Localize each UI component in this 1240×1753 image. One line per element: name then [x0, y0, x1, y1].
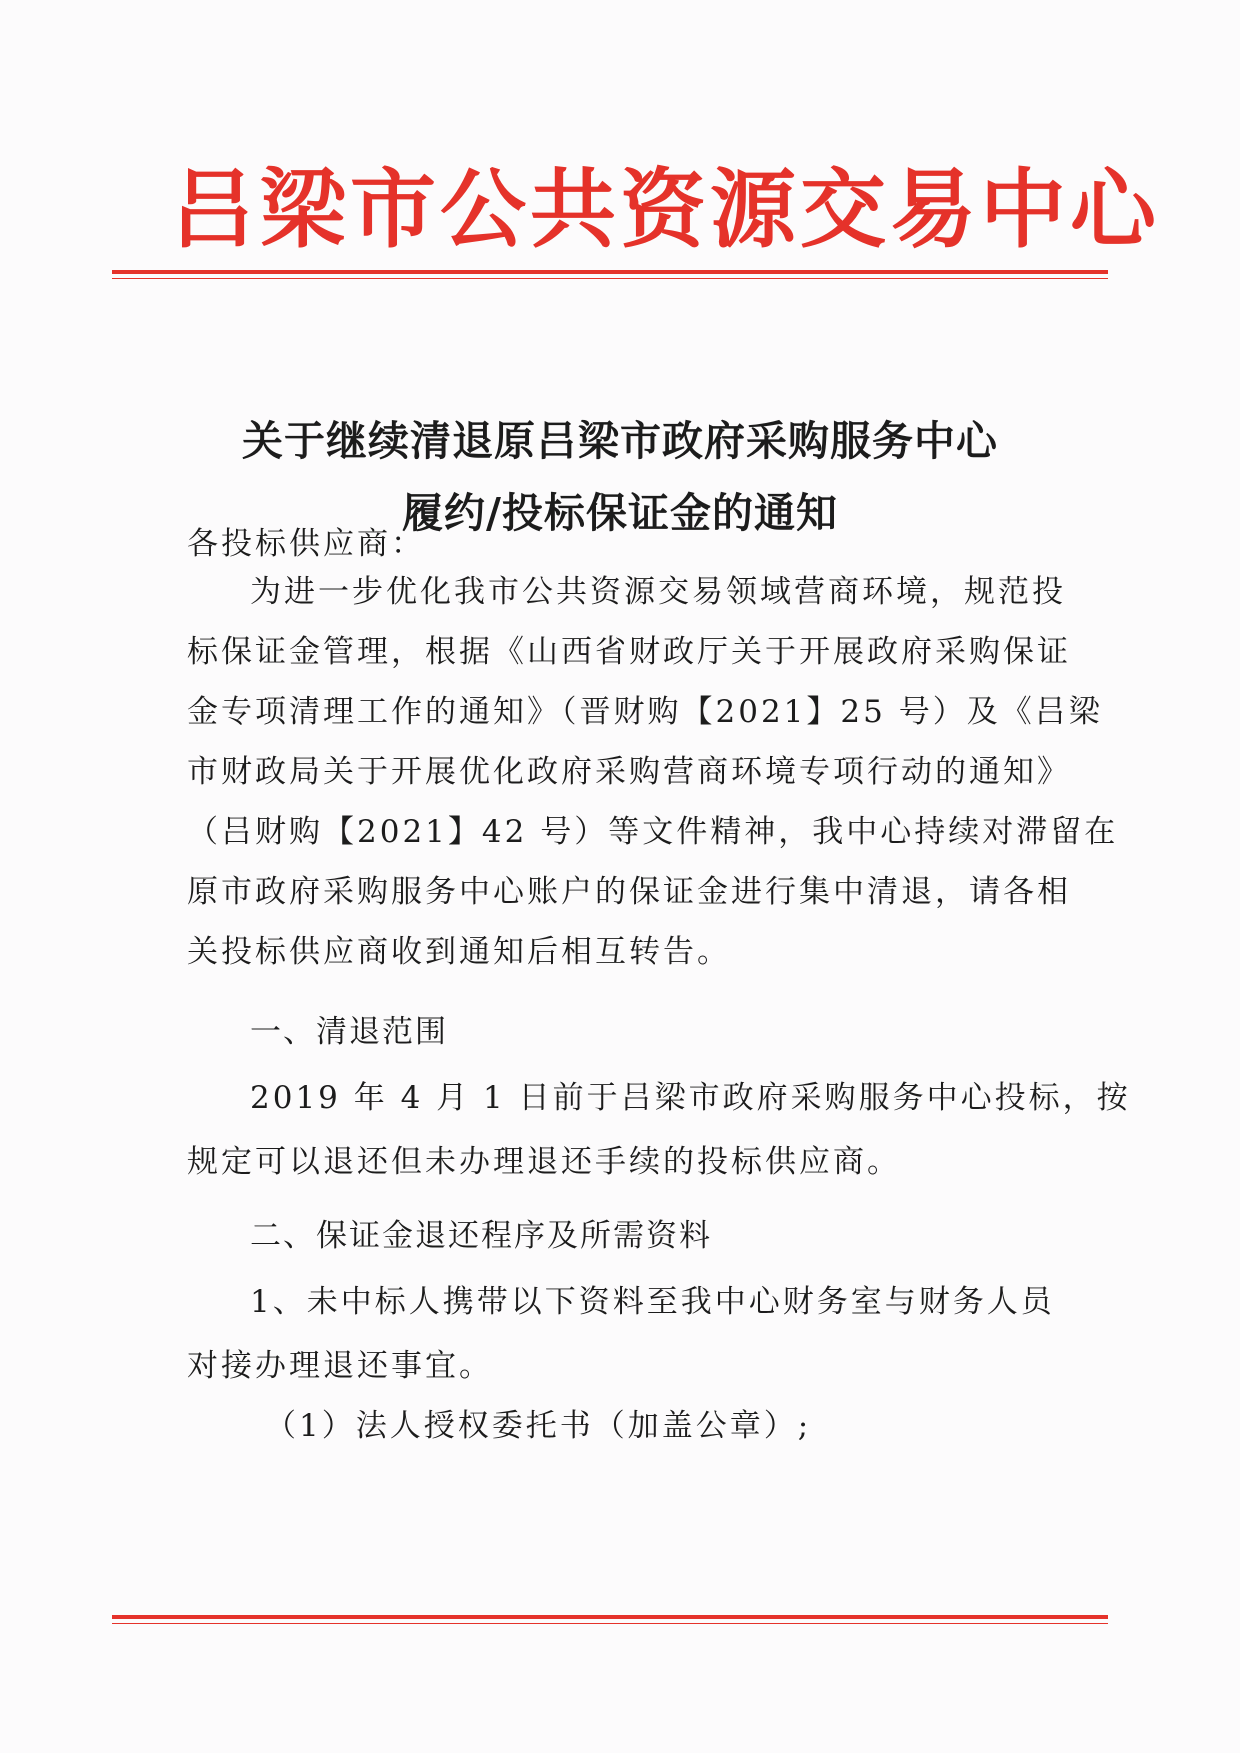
intro-line: 金专项清理工作的通知》（晋财购【2021】25 号）及《吕梁 — [187, 694, 1103, 730]
section-1-line: 2019 年 4 月 1 日前于吕梁市政府采购服务中心投标，按 — [250, 1080, 1131, 1116]
document-title-line-1: 关于继续清退原吕梁市政府采购服务中心 — [242, 417, 998, 465]
section-2-heading: 二、保证金退还程序及所需资料 — [250, 1218, 712, 1254]
intro-line: 为进一步优化我市公共资源交易领域营商环境，规范投 — [250, 574, 1066, 610]
section-1-line: 规定可以退还但未办理退还手续的投标供应商。 — [187, 1144, 901, 1180]
intro-line: 关投标供应商收到通知后相互转告。 — [187, 934, 731, 970]
section-2-item-line: 1、未中标人携带以下资料至我中心财务室与财务人员 — [250, 1284, 1055, 1320]
section-2-subitem: （1）法人授权委托书（加盖公章）; — [265, 1408, 812, 1444]
section-1-heading: 一、清退范围 — [250, 1014, 448, 1050]
intro-line: 标保证金管理，根据《山西省财政厅关于开展政府采购保证 — [187, 634, 1071, 670]
letterhead-org-name: 吕梁市公共资源交易中心 — [170, 159, 1160, 260]
section-2-item-line: 对接办理退还事宜。 — [187, 1348, 493, 1384]
salutation: 各投标供应商： — [187, 526, 425, 562]
intro-line: 原市政府采购服务中心账户的保证金进行集中清退，请各相 — [187, 874, 1071, 910]
footer-red-rule — [112, 1615, 1108, 1624]
document-title-line-2: 履约/投标保证金的通知 — [402, 489, 838, 537]
intro-line: （吕财购【2021】42 号）等文件精神，我中心持续对滞留在 — [187, 814, 1119, 850]
intro-line: 市财政局关于开展优化政府采购营商环境专项行动的通知》 — [187, 754, 1071, 790]
letterhead-red-rule — [112, 270, 1108, 279]
